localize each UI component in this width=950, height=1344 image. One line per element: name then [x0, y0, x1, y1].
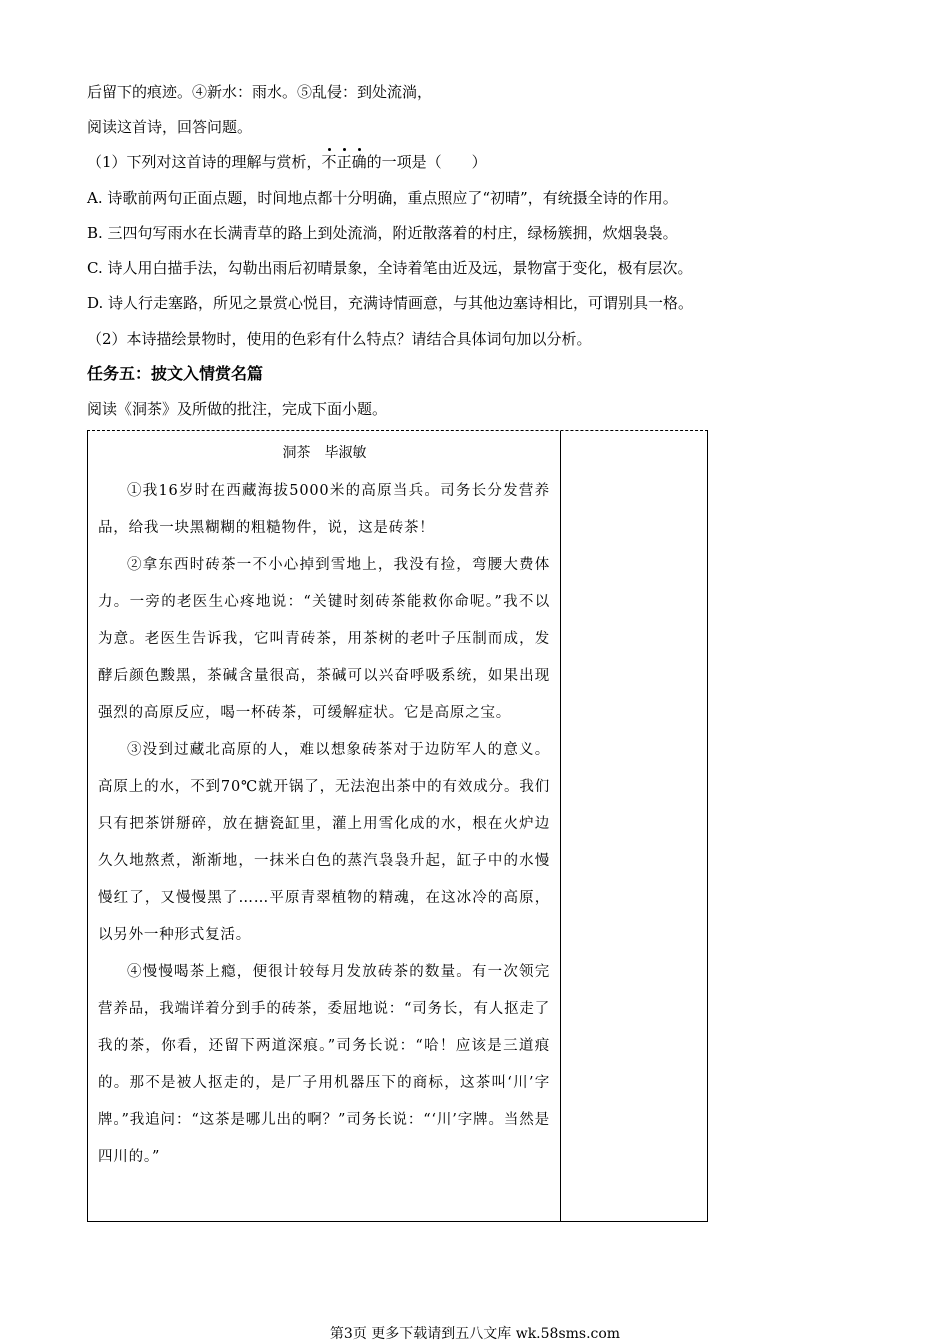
essay-body: [98, 473, 550, 1176]
option-c: C. 诗人用白描手法，勾勒出雨后初晴景象，全诗着笔由近及远，景物富于变化，极有层次。: [87, 259, 693, 277]
option-d: D. 诗人行走塞路，所见之景赏心悦目，充满诗情画意，与其他边塞诗相比，可谓别具一格。: [87, 294, 694, 312]
option-b: B. 三四句写雨水在长满青草的路上到处流淌，附近散落着的村庄，绿杨簇拥，炊烟袅袅。: [87, 224, 678, 242]
question-1: [87, 152, 487, 172]
emphasis-char: 确: [351, 153, 367, 171]
task-heading: 任务五：披文入情赏名篇: [87, 364, 264, 383]
reading-instruction: 阅读这首诗，回答问题。: [87, 118, 253, 136]
essay-paragraph: ②拿东西时砖茶一不小心掉到雪地上，我没有捡，弯腰大费体力。一旁的老医生心疼地说：“关键时刻砖茶能救你命呢。”我不以为意。老医生告诉我，它叫青砖茶，用茶树的老叶子压制而成，发酵后颜色黢黑，茶碱含量很高，茶碱可以兴奋呼吸系统，如果出现强烈的高原反应，喝一杯砖茶，可缓解症状。它是高原之宝。: [98, 557, 550, 721]
annotation-table: [87, 430, 708, 1222]
essay-paragraph: ④慢慢喝茶上瘾，便很计较每月发放砖茶的数量。有一次领完营养品，我端详着分到手的砖茶，委屈地说：“司务长，有人抠走了我的茶，你看，还留下两道深痕。”司务长说：“哈！应该是三道痕的。那不是被人抠走的，是厂子用机器压下的商标，这茶叫‘川’字牌。”我追问：“这茶是哪儿出的啊？”司务长说：“‘川’字牌。当然是四川的。”: [98, 964, 550, 1165]
task-instruction: 阅读《洞茶》及所做的批注，完成下面小题。: [87, 400, 388, 418]
question-2: （2）本诗描绘景物时，使用的色彩有什么特点？请结合具体词句加以分析。: [87, 330, 592, 348]
annotation-column: [561, 431, 707, 1221]
option-a: A. 诗歌前两句正面点题，时间地点都十分明确，重点照应了“初晴”，有统摄全诗的作用。: [87, 189, 678, 207]
emphasis-char: 不: [321, 153, 337, 171]
page-footer: 第3页 更多下载请到五八文库 wk.58sms.com: [329, 1326, 621, 1342]
emphasis-char: 正: [336, 153, 352, 171]
question-1-prefix: （1）下列对这首诗的理解与赏析，: [87, 153, 322, 171]
essay-paragraph: ①我16岁时在西藏海拔5000米的高原当兵。司务长分发营养品，给我一块黑糊糊的粗糙物件，说，这是砖茶！: [98, 483, 550, 536]
question-1-suffix: 的一项是（ ）: [366, 153, 487, 171]
essay-paragraph: ③没到过藏北高原的人，难以想象砖茶对于边防军人的意义。高原上的水，不到70℃就开锅了，无法泡出茶中的有效成分。我们只有把茶饼掰碎，放在搪瓷缸里，灌上用雪化成的水，根在火炉边久久地熬煮，渐渐地，一抹米白色的蒸汽袅袅升起，缸子中的水慢慢红了，又慢慢黑了……平原青翠植物的精魂，在这冰冷的高原，以另外一种形式复活。: [98, 742, 550, 943]
essay-title: 洞茶 毕淑敏: [282, 445, 367, 461]
essay-column: [88, 431, 561, 1221]
note-tail-line: 后留下的痕迹。④新水：雨水。⑤乱侵：到处流淌，: [87, 83, 433, 101]
